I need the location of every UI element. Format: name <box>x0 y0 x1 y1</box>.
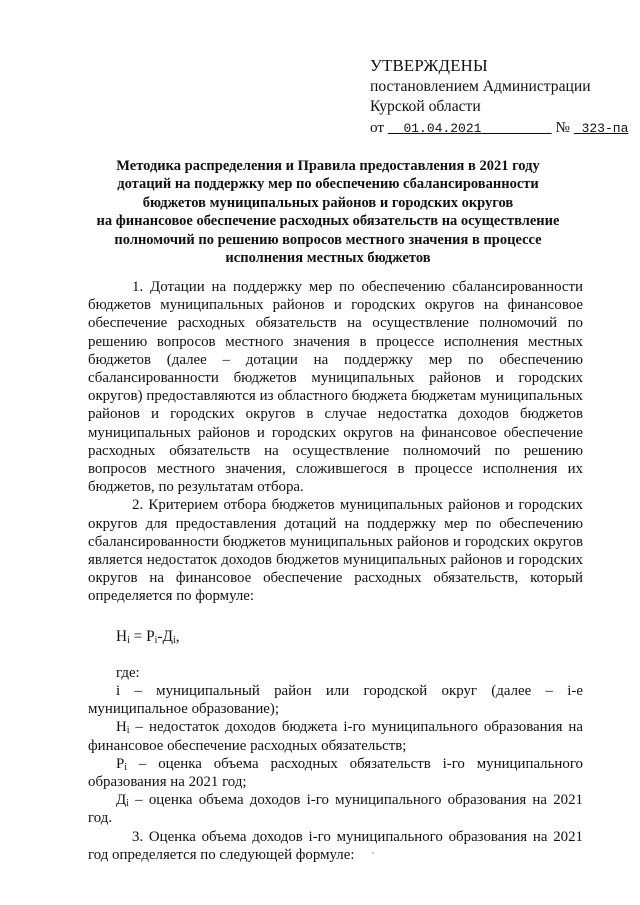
definition-p: $Р_i$ – оценка объема расходных обязательств i-го муниципального образования на 2021 год; <box>88 755 583 791</box>
approval-date: 01.04.2021 <box>403 120 482 136</box>
where-label: где: <box>116 664 140 681</box>
title-line: Методика распределения и Правила предоставления в 2021 году <box>116 158 540 174</box>
approval-number: 323-па <box>581 120 629 136</box>
approval-date-row <box>370 118 632 140</box>
approval-block <box>370 56 632 139</box>
approval-line-1: постановлением Администрации <box>370 77 591 95</box>
number-sign: № <box>555 118 570 136</box>
paragraph-2: 2. Критерием отбора бюджетов муниципальных районов и городских округов для предоставления дотаций на поддержку мер по обеспечению сбалансированности бюджетов муниципальных районов и городских округов является недостаток доходов бюджетов муниципальных районов и городских округов на финансовое обеспечение расходных обязательств, который определяется по формуле: <box>88 497 583 605</box>
scan-speck <box>372 852 374 854</box>
title-line: дотаций на поддержку мер по обеспечению сбалансированности <box>117 176 539 193</box>
approval-line-2: Курской области <box>370 98 481 115</box>
definition-i: i – муниципальный район или городской округ (далее – i-е муниципальное образование); <box>88 683 583 718</box>
title-line: на финансовое обеспечение расходных обязательств на осуществление <box>96 213 560 230</box>
title-line: полномочий по решению вопросов местного значения в процессе <box>114 231 542 248</box>
document-title <box>78 157 578 267</box>
formula: $Н_i = Р_i-Д_i$, <box>116 627 180 646</box>
title-line: бюджетов муниципальных районов и городских округов <box>142 194 514 211</box>
title-line: исполнения местных бюджетов <box>225 250 431 267</box>
approval-heading: УТВЕРЖДЕНЫ <box>370 56 488 75</box>
document-body <box>88 278 583 864</box>
paragraph-3: 3. Оценка объема доходов i-го муниципального образования на 2021 год определяется по следующей формуле: <box>88 828 583 863</box>
definition-d: $Д_i$ – оценка объема доходов i-го муниципального образования на 2021 год. <box>88 792 583 827</box>
paragraph-1: 1. Дотации на поддержку мер по обеспечению сбалансированности бюджетов муниципальных районов и городских округов на финансовое обеспечение расходных обязательств на осуществление полномочий по решению вопросов местного значения в процессе исполнения местных бюджетов (далее – дотации на поддержку мер по обеспечению сбалансированности бюджетов муниципальных районов и городских округов) предоставляются из областного бюджета бюджетам муниципальных районов и городских округов в случае недостатка доходов бюджетов муниципальных районов и городских округов на финансовое обеспечение расходных обязательств на осуществление полномочий по решению вопросов местного значения, сложившегося в процессе исполнения их бюджетов, по результатам отбора. <box>88 279 583 496</box>
definition-h: $Н_i$ – недостаток доходов бюджета i-го муниципального образования на финансовое обеспечение расходных обязательств; <box>88 719 583 754</box>
date-prefix: от <box>370 118 385 136</box>
